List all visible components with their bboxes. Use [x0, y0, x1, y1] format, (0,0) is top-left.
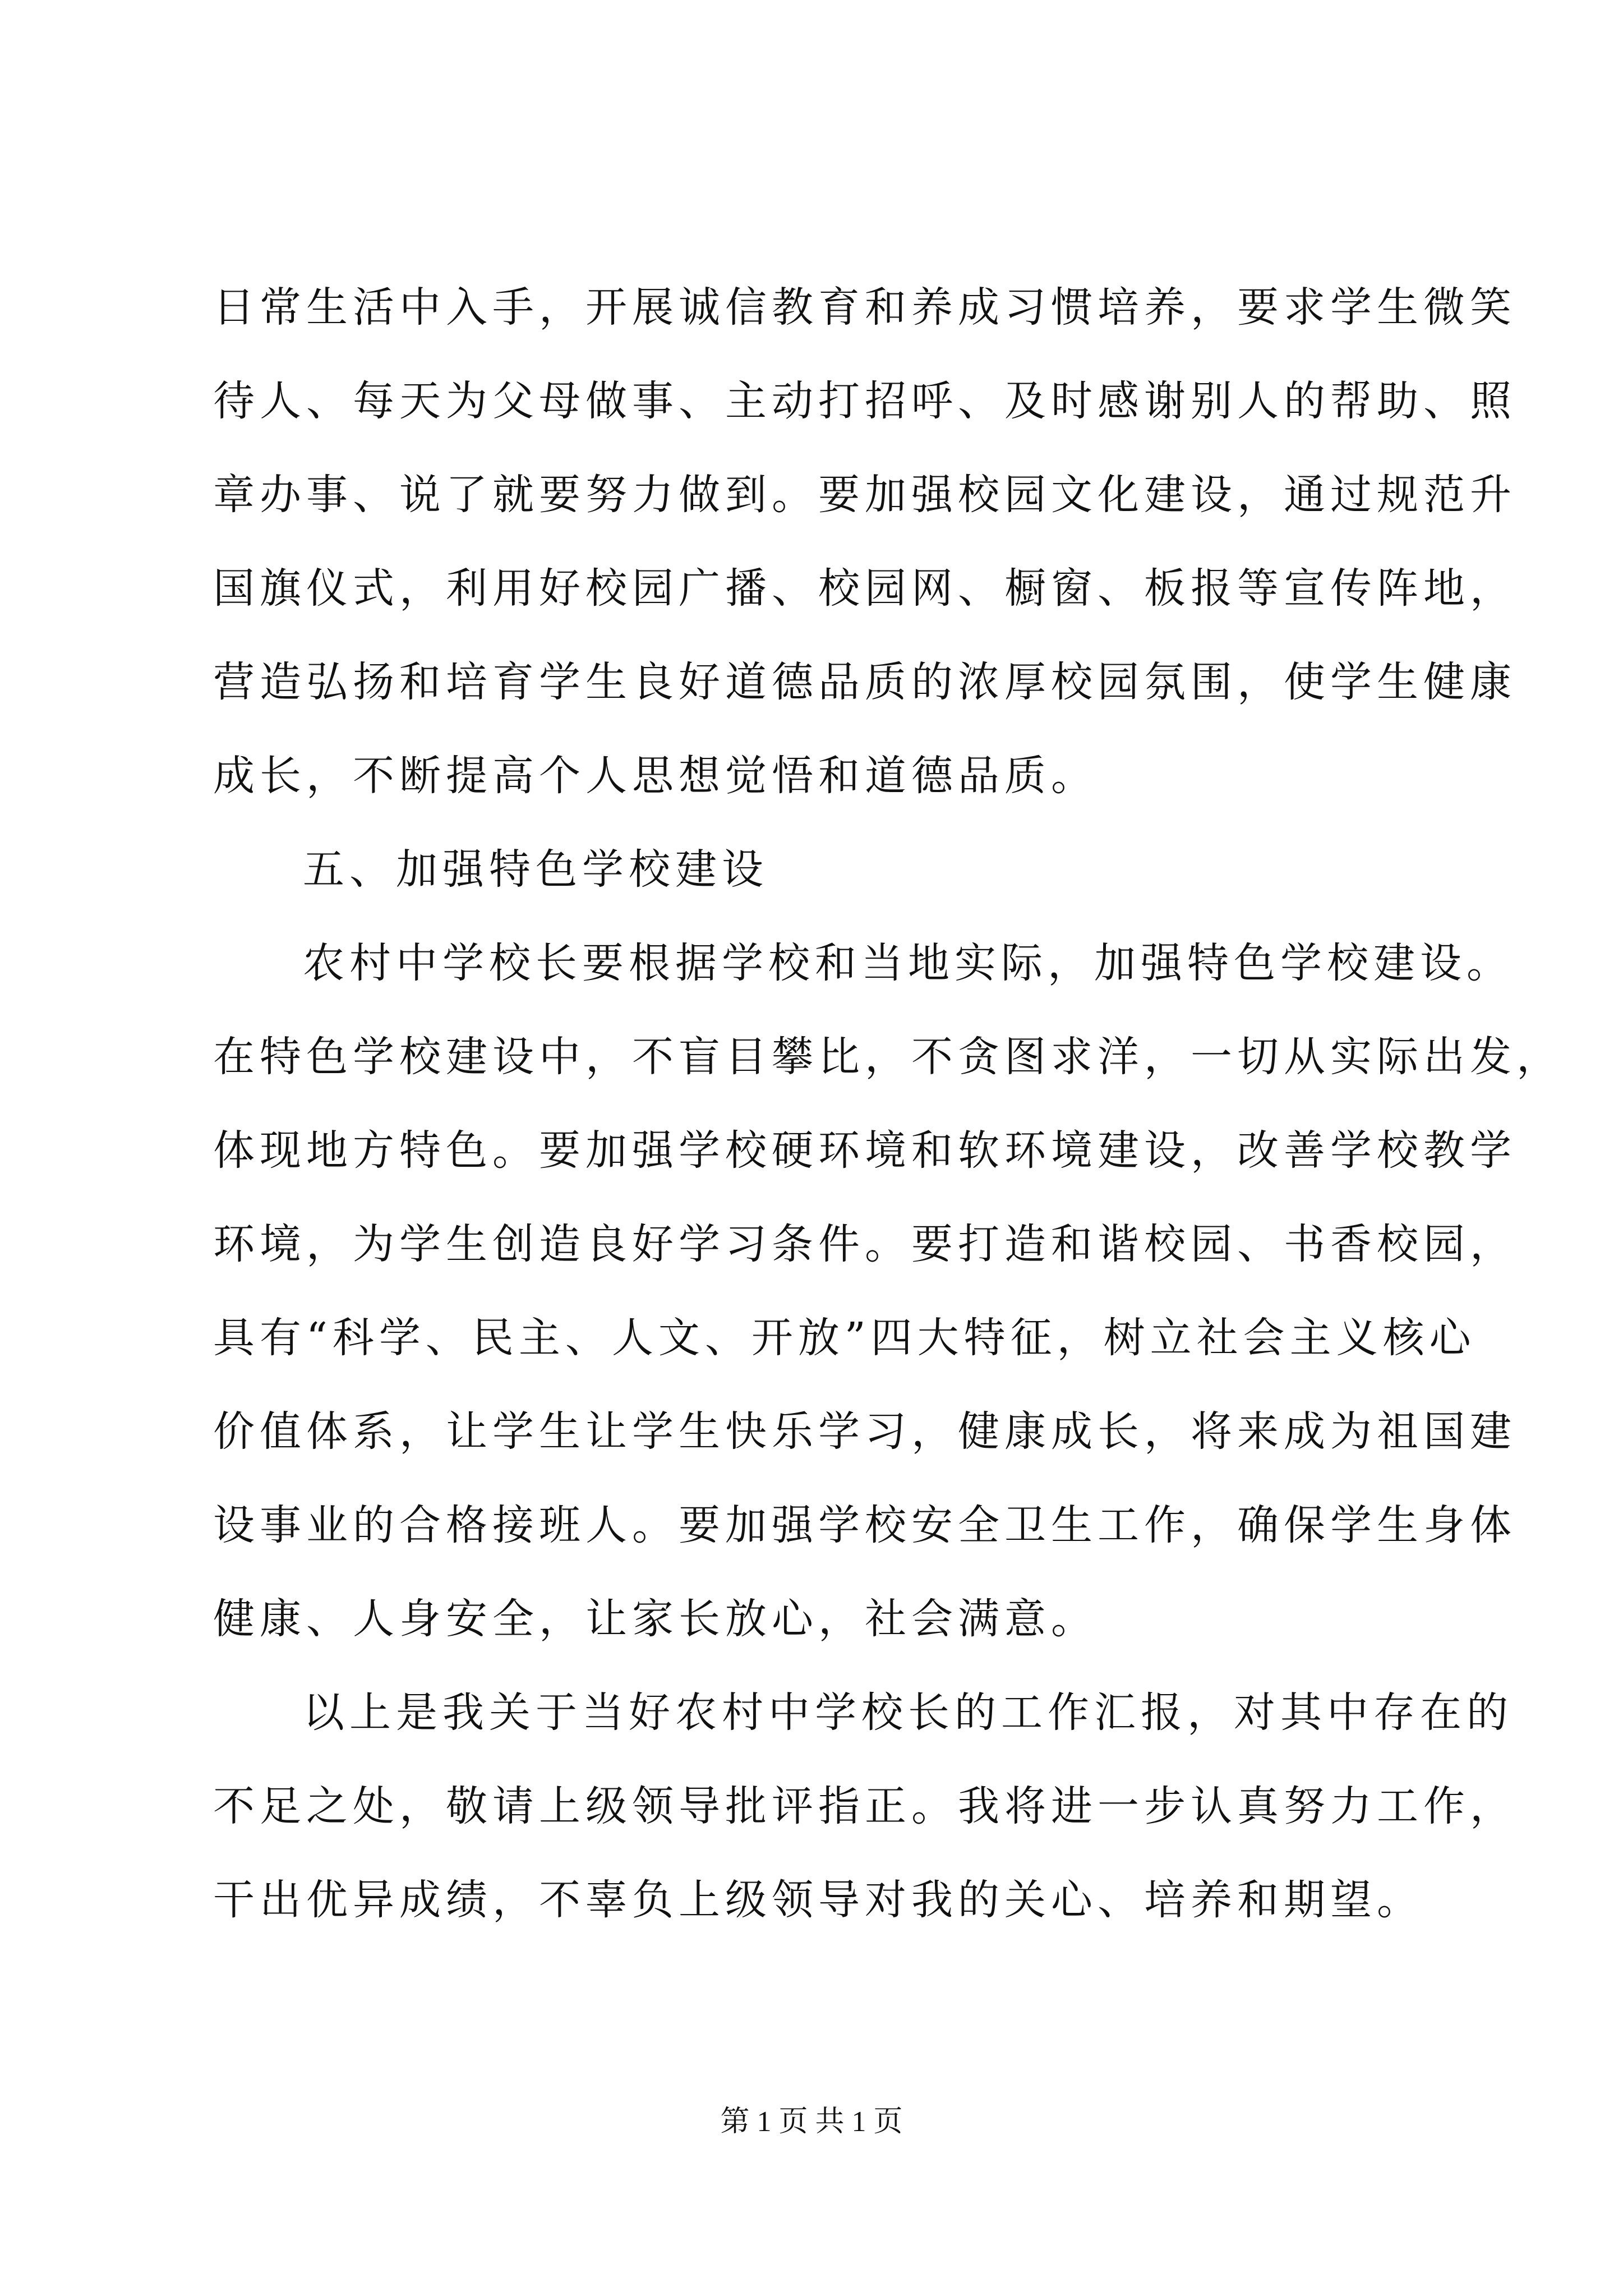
text-line: 具有“科学、民主、人文、开放”四大特征，树立社会主义核心 [213, 1314, 1476, 1362]
text-line: 设事业的合格接班人。要加强学校安全卫生工作，确保学生身体 [213, 1501, 1516, 1549]
text-line: 价值体系，让学生让学生快乐学习，健康成长，将来成为祖国建 [213, 1407, 1516, 1456]
text-line: 待人、每天为父母做事、主动打招呼、及时感谢别人的帮助、照 [213, 377, 1516, 425]
text-line: 在特色学校建设中，不盲目攀比，不贪图求洋，一切从实际出发， [213, 1033, 1563, 1081]
text-line: 健康、人身安全，让家长放心，社会满意。 [213, 1595, 1098, 1643]
text-line: 成长，不断提高个人思想觉悟和道德品质。 [213, 752, 1098, 800]
text-line: 不足之处，敬请上级领导批评指正。我将进一步认真努力工作， [213, 1782, 1516, 1830]
document-body [213, 261, 1563, 1947]
text-line: 体现地方特色。要加强学校硬环境和软环境建设，改善学校教学 [213, 1126, 1516, 1175]
text-line: 营造弘扬和培育学生良好道德品质的浓厚校园氛围，使学生健康 [213, 658, 1516, 706]
text-line: 国旗仪式，利用好校园广播、校园网、橱窗、板报等宣传阵地， [213, 564, 1516, 613]
text-line: 农村中学校长要根据学校和当地实际，加强特色学校建设。 [303, 939, 1513, 987]
text-line: 以上是我关于当好农村中学校长的工作汇报，对其中存在的 [303, 1688, 1513, 1737]
text-line: 日常生活中入手，开展诚信教育和养成习惯培养，要求学生微笑 [213, 283, 1516, 332]
text-line: 环境，为学生创造良好学习条件。要打造和谐校园、书香校园， [213, 1220, 1516, 1268]
section-heading: 五、加强特色学校建设 [303, 845, 768, 894]
text-line: 干出优异成绩，不辜负上级领导对我的关心、培养和期望。 [213, 1876, 1423, 1924]
page-footer: 第 1 页 共 1 页 [720, 2106, 903, 2138]
text-line: 章办事、说了就要努力做到。要加强校园文化建设，通过规范升 [213, 471, 1516, 519]
